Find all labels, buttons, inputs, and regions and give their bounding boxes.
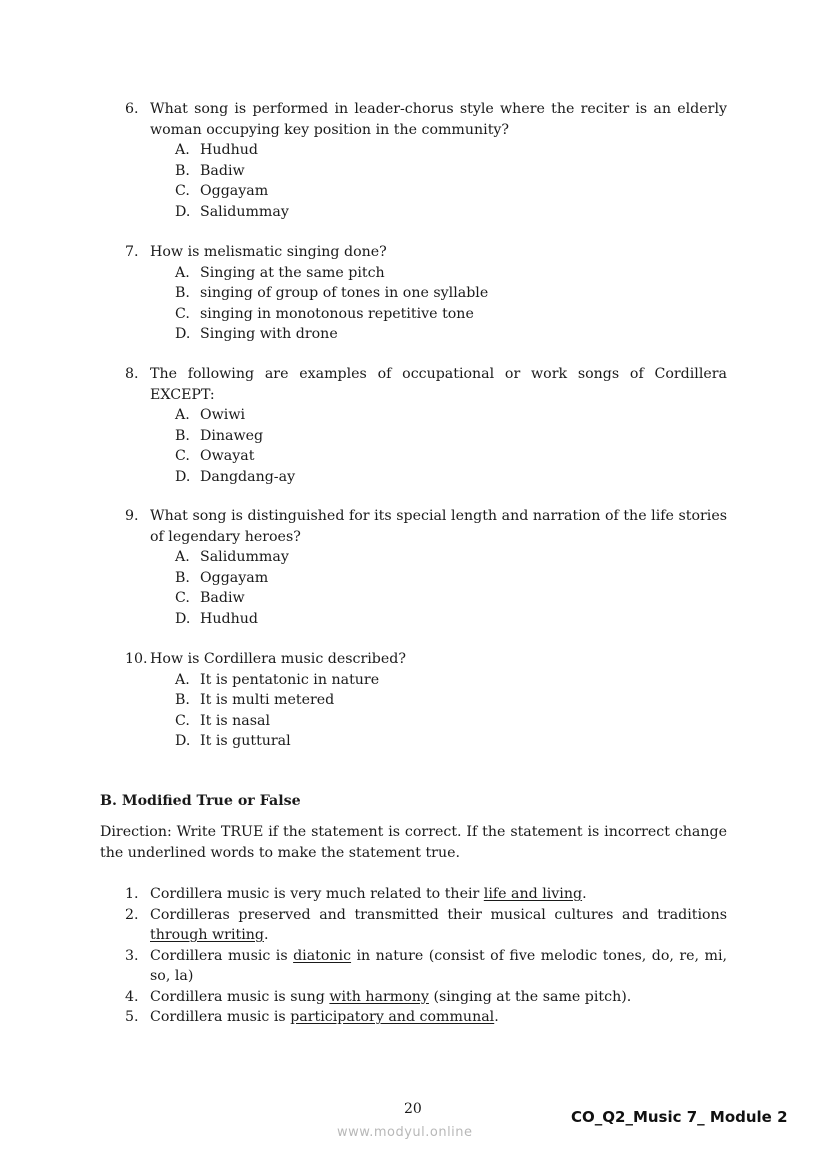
- option-d: D. Dangdang-ay: [175, 468, 296, 485]
- options-list: [175, 547, 727, 629]
- question-stem: How is Cordillera music described?: [150, 651, 406, 667]
- options-list: [175, 670, 727, 752]
- option-b: B. It is multi metered: [175, 692, 335, 708]
- option-c: C. Oggayam: [175, 183, 269, 199]
- option-d: D. It is guttural: [175, 733, 291, 749]
- question-stem: The following are examples of occupational or work songs of Cordillera EXCEPT:: [150, 366, 727, 403]
- question-number: 10.: [125, 651, 148, 667]
- option-c: C. Badiw: [175, 590, 245, 606]
- module-code: CO_Q2_Music 7_ Module 2: [571, 1108, 788, 1126]
- question-6: [125, 99, 727, 222]
- underlined-phrase: life and living: [483, 886, 583, 902]
- option-c: C. It is nasal: [175, 712, 271, 729]
- underlined-phrase: participatory and communal: [290, 1009, 495, 1025]
- option-a: A. Salidummay: [175, 549, 289, 565]
- question-10: [125, 649, 727, 752]
- options-list: [175, 405, 727, 487]
- true-false-item-4: 4. Cordillera music is sung with harmony (singing at the same pitch).: [125, 988, 632, 1005]
- underlined-phrase: through writing: [150, 927, 264, 943]
- option-a: A. Owiwi: [175, 407, 245, 423]
- true-false-item-2: 2. Cordilleras preserved and transmitted their musical cultures and traditions through writing.: [125, 906, 727, 943]
- true-false-item-5: 5. Cordillera music is participatory and communal.: [125, 1009, 499, 1025]
- page-number: 20: [404, 1101, 422, 1117]
- question-stem: How is melismatic singing done?: [150, 244, 387, 260]
- option-c: C. Owayat: [175, 448, 255, 464]
- question-number: 8.: [125, 366, 139, 382]
- question-number: 7.: [125, 244, 139, 260]
- underlined-phrase: with harmony: [329, 988, 429, 1005]
- option-b: B. singing of group of tones in one syllable: [175, 285, 489, 301]
- question-7: [125, 242, 727, 345]
- option-a: A. Hudhud: [175, 142, 258, 158]
- option-a: A. Singing at the same pitch: [175, 264, 385, 281]
- option-b: B. Dinaweg: [175, 427, 264, 444]
- option-b: B. Oggayam: [175, 569, 269, 586]
- underlined-phrase: diatonic: [293, 947, 352, 964]
- question-number: 6.: [125, 101, 139, 117]
- option-d: D. Hudhud: [175, 610, 258, 627]
- watermark: www.modyul.online: [337, 1125, 473, 1140]
- option-d: D. Salidummay: [175, 203, 289, 220]
- true-false-list: [125, 884, 727, 1028]
- option-a: A. It is pentatonic in nature: [175, 671, 380, 688]
- question-stem: What song is distinguished for its special length and narration of the life stories of legendary heroes?: [150, 508, 727, 545]
- option-d: D. Singing with drone: [175, 326, 338, 342]
- true-false-item-3: 3. Cordillera music is diatonic in nature (consist of five melodic tones, do, re, mi, so, la): [125, 947, 727, 984]
- option-b: B. Badiw: [175, 162, 245, 179]
- question-number: 9.: [125, 508, 139, 524]
- option-c: C. singing in monotonous repetitive tone: [175, 305, 474, 322]
- true-false-item-1: 1. Cordillera music is very much related to their life and living.: [125, 886, 587, 902]
- options-list: [175, 263, 727, 345]
- question-9: [125, 506, 727, 629]
- question-stem: What song is performed in leader-chorus style where the reciter is an elderly woman occupying key position in the community?: [150, 101, 727, 138]
- section-b-title: B. Modified True or False: [100, 793, 301, 809]
- question-8: [125, 364, 727, 487]
- section-b-direction: Direction: Write TRUE if the statement is correct. If the statement is incorrect change the underlined words to make the statement true.: [100, 824, 727, 861]
- options-list: [175, 140, 727, 222]
